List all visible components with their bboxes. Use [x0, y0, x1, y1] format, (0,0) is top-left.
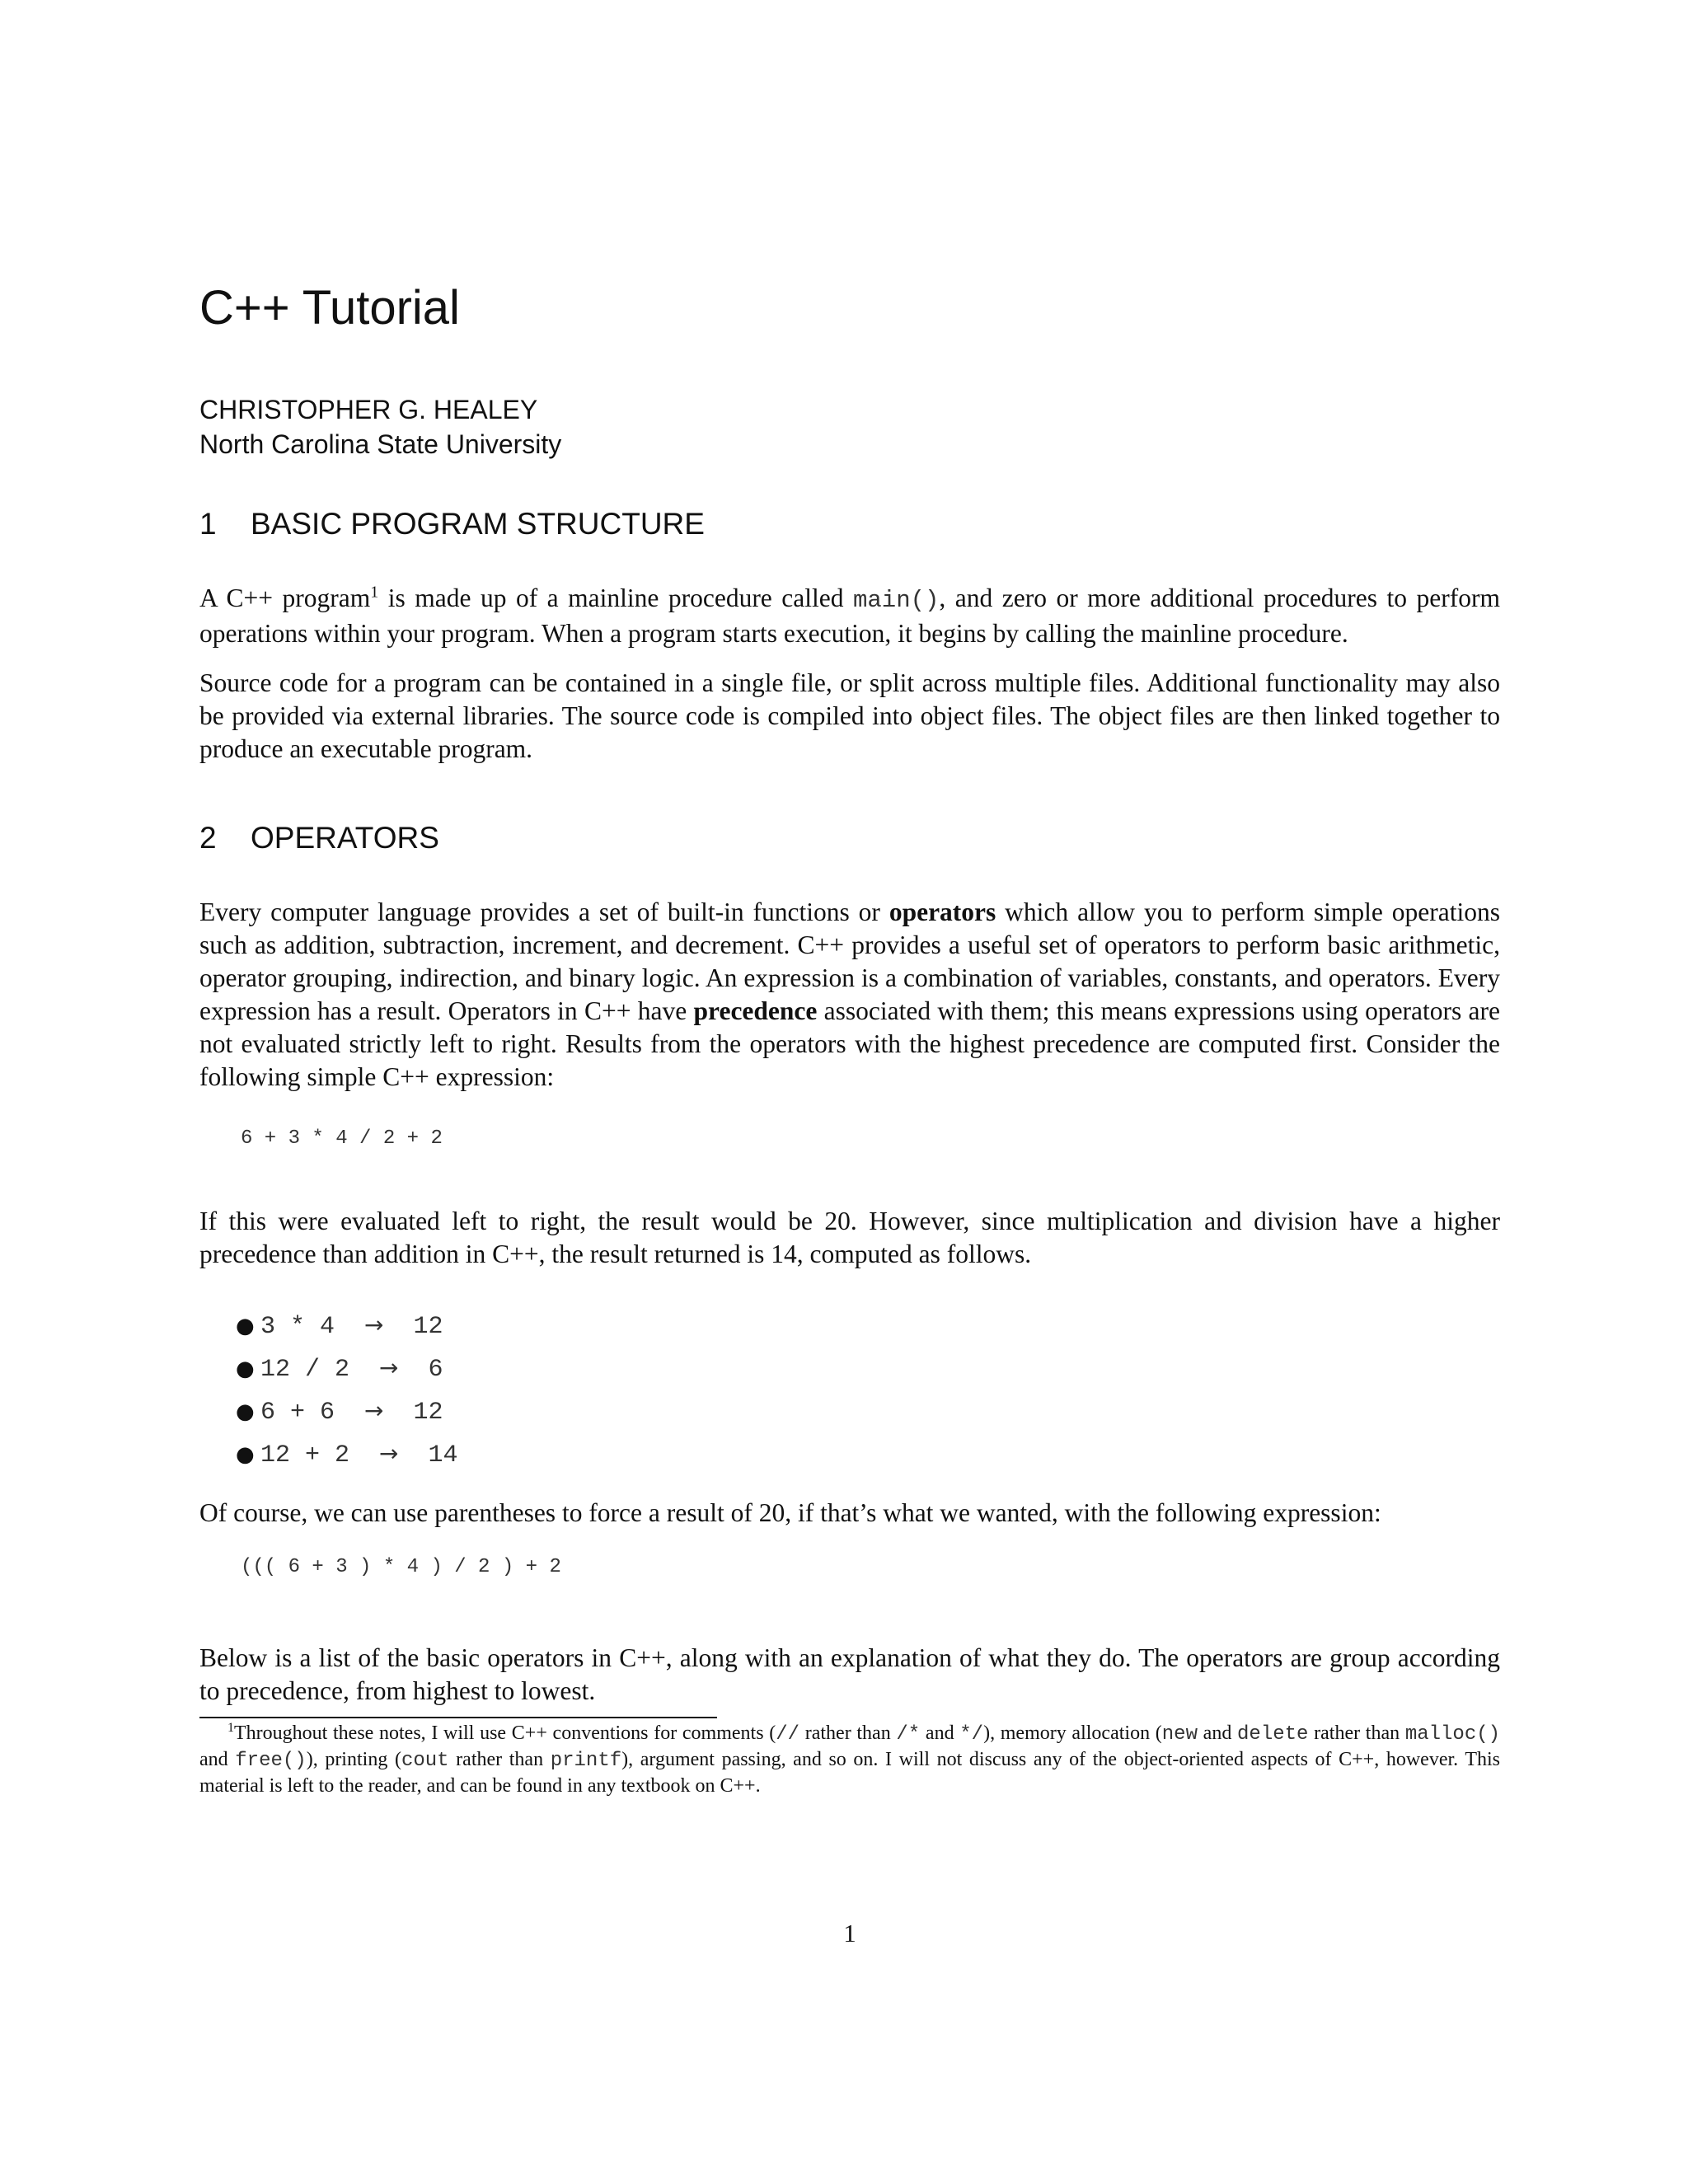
- author-affiliation: North Carolina State University: [199, 429, 562, 459]
- list-item: [236, 1347, 458, 1390]
- text-run: ), argument passing, and so on. I will not discuss any of the object-oriented aspects of C++, however. This material is left to the reader, and can be found in any textbook on C++.: [199, 1749, 1501, 1797]
- document-page: [199, 0, 1500, 2184]
- section-2-paragraph-1: [199, 896, 1500, 1094]
- text-run: A C++ program: [199, 583, 371, 612]
- text-run: Throughout these notes, I will use C++ conventions for comments (: [234, 1722, 776, 1744]
- section-title: BASIC PROGRAM STRUCTURE: [251, 507, 705, 541]
- code-expression-1: 6 + 3 * 4 / 2 + 2: [241, 1127, 443, 1150]
- section-2-paragraph-4: Below is a list of the basic operators in C++, along with an explanation of what they do. The operators are group according to precedence, from highest to lowest.: [199, 1643, 1500, 1705]
- bold-term: operators: [889, 898, 996, 926]
- text-run: rather than: [1308, 1722, 1405, 1744]
- document-title: C++ Tutorial: [199, 281, 460, 335]
- footnote-mark: 1: [227, 1721, 234, 1735]
- section-title: OPERATORS: [251, 821, 439, 855]
- inline-code: //: [776, 1723, 800, 1746]
- inline-code: delete: [1237, 1723, 1309, 1746]
- section-1-paragraph-2: Source code for a program can be contained in a single file, or split across multiple files. Additional functionality may also be provided via external libraries. The source code is compiled into object files. The object files are then linked together to produce an executable program.: [199, 668, 1500, 763]
- section-number: 1: [199, 507, 217, 541]
- step-result: 12: [413, 1399, 443, 1427]
- inline-code: cout: [401, 1750, 449, 1772]
- text-run: rather than: [448, 1749, 551, 1770]
- bullet-icon: ●: [236, 1399, 255, 1424]
- text-run: , and zero or more additional procedures to perform operations within your program. When a program starts execution, it begins by calling the mainline procedure.: [199, 583, 1500, 648]
- step-result: 6: [428, 1356, 443, 1384]
- text-run: ), printing (: [306, 1749, 401, 1770]
- list-item: [236, 1304, 458, 1347]
- inline-code: malloc(): [1404, 1723, 1501, 1746]
- list-item: [236, 1432, 458, 1475]
- list-item: [236, 1390, 458, 1432]
- bold-term: precedence: [693, 996, 818, 1025]
- section-2-paragraph-3: Of course, we can use parentheses to force a result of 20, if that’s what we wanted, with the following expression:: [199, 1498, 1381, 1527]
- step-expression: 3 * 4: [260, 1313, 335, 1341]
- section-2-paragraph-2: If this were evaluated left to right, the result would be 20. However, since multiplication and division have a higher precedence than addition in C++, the result returned is 14, computed as follows.: [199, 1207, 1500, 1268]
- evaluation-steps-list: [236, 1304, 458, 1475]
- step-result: 14: [428, 1441, 458, 1469]
- author-block: [199, 392, 561, 462]
- inline-code: */: [959, 1723, 984, 1746]
- text-run: and: [920, 1722, 960, 1744]
- inline-code: /*: [896, 1723, 921, 1746]
- page-number: 1: [843, 1919, 856, 1947]
- text-run: and: [1197, 1722, 1238, 1744]
- inline-code: main(): [852, 587, 940, 614]
- code-expression-2: ((( 6 + 3 ) * 4 ) / 2 ) + 2: [241, 1556, 561, 1578]
- right-arrow-icon: →: [379, 1354, 399, 1381]
- section-heading-1: [199, 504, 705, 545]
- author-name: CHRISTOPHER G. HEALEY: [199, 395, 538, 424]
- text-run: Every computer language provides a set of built-in functions or: [199, 898, 889, 926]
- step-result: 12: [413, 1313, 443, 1341]
- right-arrow-icon: →: [364, 1397, 384, 1424]
- bullet-icon: ●: [236, 1357, 255, 1381]
- bullet-icon: ●: [236, 1314, 255, 1338]
- footnote-1: [199, 1721, 1500, 1799]
- text-run: ), memory allocation (: [983, 1722, 1162, 1744]
- step-expression: 6 + 6: [260, 1399, 335, 1427]
- footnote-divider: [199, 1717, 717, 1718]
- footnote-reference[interactable]: 1: [370, 583, 379, 602]
- inline-code: printf: [550, 1750, 622, 1772]
- section-1-paragraph-1: [199, 582, 1500, 650]
- step-expression: 12 / 2: [260, 1356, 350, 1384]
- text-run: is made up of a mainline procedure called: [378, 583, 853, 612]
- step-expression: 12 + 2: [260, 1441, 350, 1469]
- right-arrow-icon: →: [379, 1440, 399, 1467]
- text-run: and: [199, 1749, 236, 1770]
- section-number: 2: [199, 821, 217, 855]
- bullet-icon: ●: [236, 1442, 255, 1467]
- right-arrow-icon: →: [364, 1311, 384, 1338]
- inline-code: new: [1161, 1723, 1198, 1746]
- text-run: associated with them; this means expressions using operators are not evaluated strictly left to right. Results from the operators with the highest precedence are computed first. Consider the following simple C++ expression:: [199, 996, 1501, 1091]
- section-heading-2: [199, 818, 439, 859]
- inline-code: free(): [235, 1750, 307, 1772]
- text-run: which allow you to perform simple operations such as addition, subtraction, increment, and decrement. C++ provides a useful set of operators to perform basic arithmetic, operator grouping, indirection, and binary logic. An expression is a combination of variables, constants, and operators. Every expression has a result. Operators in C++ have: [199, 898, 1500, 1025]
- text-run: rather than: [799, 1722, 897, 1744]
